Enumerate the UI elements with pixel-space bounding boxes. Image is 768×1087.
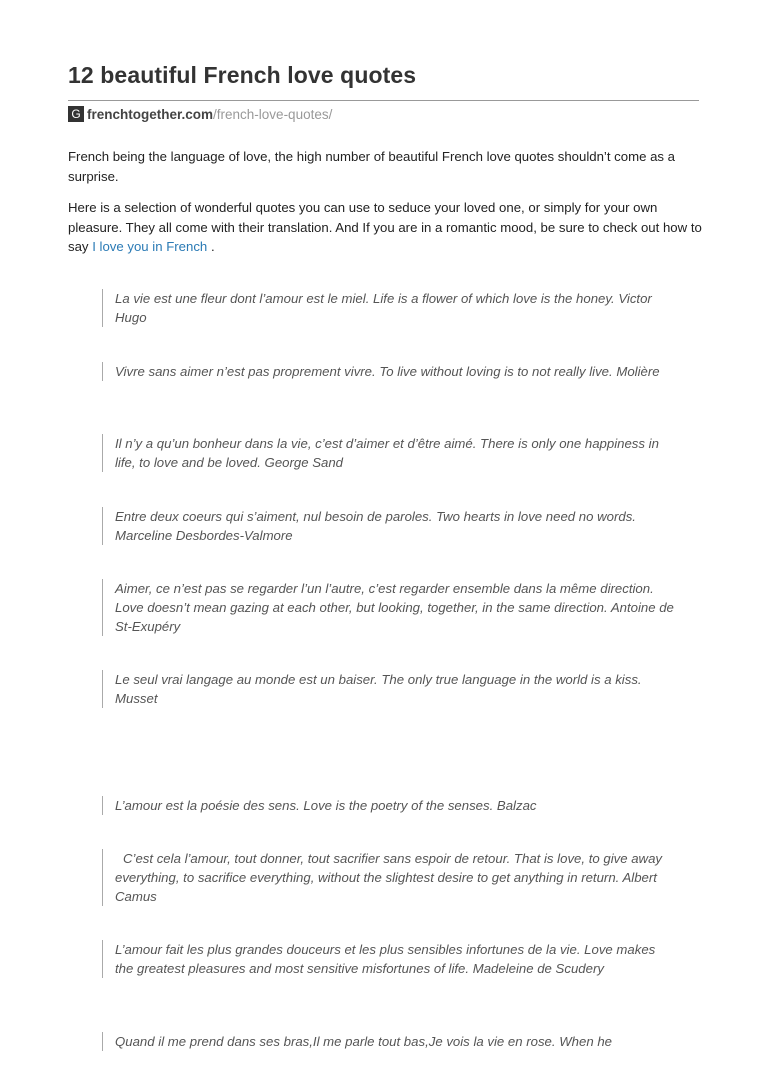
intro-paragraph-2-text: Here is a selection of wonderful quotes you can use to seduce your loved one, or simply for your own pleasure. They all come with their translation. And If you are in a romantic mood, be sure to check out how to say xyxy=(68,200,702,254)
site-logo-icon: G xyxy=(68,106,84,122)
source-domain[interactable]: frenchtogether.com xyxy=(87,107,214,122)
quote-block: Aimer, ce n’est pas se regarder l’un l’autre, c’est regarder ensemble dans la même direction. Love doesn’t mean gazing at each other, but looking, together, in the same direction. Antoine de St-Exupéry xyxy=(102,579,675,636)
intro-paragraph-1: French being the language of love, the high number of beautiful French love quotes shouldn’t come as a surprise. xyxy=(68,149,676,184)
intro-paragraph-2-end: . xyxy=(207,239,215,254)
quote-block: C’est cela l’amour, tout donner, tout sacrifier sans espoir de retour. That is love, to give away everything, to sacrifice everything, without the slightest desire to get anything in return. Albert Camus xyxy=(102,849,675,906)
source-path[interactable]: /french-love-quotes/ xyxy=(213,107,333,122)
source-line xyxy=(68,107,332,123)
intro-paragraph-2 xyxy=(68,198,708,257)
i-love-you-in-french-link[interactable]: I love you in French xyxy=(92,239,208,254)
quote-block: Entre deux coeurs qui s’aiment, nul besoin de paroles. Two hearts in love need no words. Marceline Desbordes-Valmore xyxy=(102,507,675,545)
quote-block: Vivre sans aimer n’est pas proprement vivre. To live without loving is to not really live. Molière xyxy=(102,362,675,381)
quote-block: Quand il me prend dans ses bras,Il me parle tout bas,Je vois la vie en rose. When he xyxy=(102,1032,675,1051)
quote-block: La vie est une fleur dont l’amour est le miel. Life is a flower of which love is the honey. Victor Hugo xyxy=(102,289,675,327)
title-divider xyxy=(68,100,699,101)
quote-block: L’amour est la poésie des sens. Love is the poetry of the senses. Balzac xyxy=(102,796,675,815)
quote-block: Il n’y a qu’un bonheur dans la vie, c’est d’aimer et d’être aimé. There is only one happiness in life, to love and be loved. George Sand xyxy=(102,434,675,472)
quote-block: Le seul vrai langage au monde est un baiser. The only true language in the world is a kiss. Musset xyxy=(102,670,675,708)
page-title: 12 beautiful French love quotes xyxy=(68,62,417,88)
quote-block: L’amour fait les plus grandes douceurs et les plus sensibles infortunes de la vie. Love makes the greatest pleasures and most sensitive misfortunes of life. Madeleine de Scudery xyxy=(102,940,675,978)
